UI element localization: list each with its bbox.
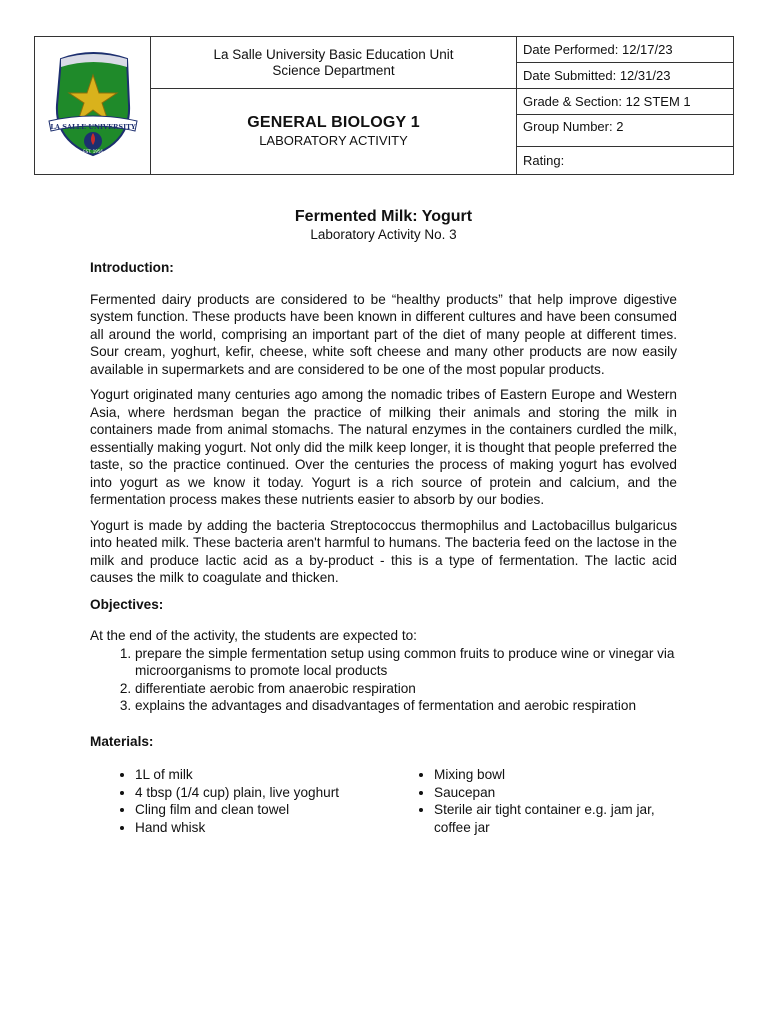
list-item: 2. differentiate aerobic from anaerobic respiration bbox=[135, 680, 677, 698]
introduction-heading: Introduction: bbox=[90, 260, 174, 275]
page-subtitle: Laboratory Activity No. 3 bbox=[310, 226, 457, 242]
materials-list-right bbox=[389, 766, 677, 836]
header-table bbox=[34, 36, 734, 171]
materials-list-left bbox=[90, 766, 389, 836]
group-number: Group Number: 2 bbox=[517, 115, 734, 147]
list-item: • Hand whisk bbox=[135, 819, 389, 837]
grade-section: Grade & Section: 12 STEM 1 bbox=[517, 89, 734, 115]
course-subtitle: LABORATORY ACTIVITY bbox=[259, 132, 408, 148]
university-logo-icon bbox=[47, 45, 139, 161]
intro-paragraph: Fermented dairy products are considered to be “healthy products” that help improve digestive system function. These products have been known in different cultures and have been consumed all around the world, comprising an important part of the diet of many people at different times. Sour cream, yoghurt, kefir, cheese, white soft cheese and many other products are now easily available in supermarkets and are considered to be one of the most popular products. bbox=[90, 291, 677, 377]
materials-heading: Materials: bbox=[90, 733, 154, 749]
list-item: • Sterile air tight container e.g. jam jar, coffee jar bbox=[434, 801, 677, 836]
list-item: 1. prepare the simple fermentation setup using common fruits to produce wine or vinegar via microorganisms to promote local products bbox=[135, 645, 677, 680]
list-item: • 4 tbsp (1/4 cup) plain, live yoghurt bbox=[135, 784, 389, 802]
objectives-intro: At the end of the activity, the students are expected to: bbox=[90, 628, 417, 643]
course-cell bbox=[151, 89, 517, 175]
list-item: • 1L of milk bbox=[135, 766, 389, 784]
svg-text:LA SALLE UNIVERSITY: LA SALLE UNIVERSITY bbox=[49, 123, 136, 131]
materials-lists bbox=[90, 766, 677, 836]
svg-text:EST. 1956: EST. 1956 bbox=[82, 149, 103, 154]
list-item: • Mixing bowl bbox=[434, 766, 677, 784]
rating: Rating: bbox=[517, 147, 734, 175]
logo-cell bbox=[35, 37, 151, 175]
document-body bbox=[90, 208, 677, 836]
course-title: GENERAL BIOLOGY 1 bbox=[247, 113, 420, 131]
institution-line-1: La Salle University Basic Education Unit bbox=[213, 46, 454, 62]
intro-paragraph: Yogurt is made by adding the bacteria Streptococcus thermophilus and Lactobacillus bulgaricus into heated milk. These bacteria aren't harmful to humans. The bacteria feed on the lactose in the milk and produce lactic acid as a by-product - this is a type of fermentation. The lactic acid causes the milk to coagulate and thicken. bbox=[90, 517, 677, 585]
date-performed: Date Performed: 12/17/23 bbox=[517, 37, 734, 63]
list-item: • Saucepan bbox=[434, 784, 677, 802]
objectives-heading: Objectives: bbox=[90, 596, 164, 612]
objectives-list bbox=[90, 645, 677, 715]
institution-cell bbox=[151, 37, 517, 89]
intro-paragraph: Yogurt originated many centuries ago among the nomadic tribes of Eastern Europe and Western Asia, where herdsman began the practice of milking their animals and storing the milk in containers made from animal stomachs. The natural enzymes in the containers curdled the milk, essentially making yogurt. Not only did the milk keep longer, it is thought that people preferred the taste, so the practice continued. Over the centuries the process of making yogurt has evolved into yogurt as we know it today. Yogurt is a rich source of protein and calcium, and the fermentation process makes these nutrients easier to absorb by our bodies. bbox=[90, 387, 677, 507]
institution-line-2: Science Department bbox=[272, 62, 395, 78]
page-title: Fermented Milk: Yogurt bbox=[294, 208, 473, 225]
date-submitted: Date Submitted: 12/31/23 bbox=[517, 63, 734, 89]
list-item: • Cling film and clean towel bbox=[135, 801, 389, 819]
list-item: 3. explains the advantages and disadvantages of fermentation and aerobic respiration bbox=[135, 697, 677, 715]
